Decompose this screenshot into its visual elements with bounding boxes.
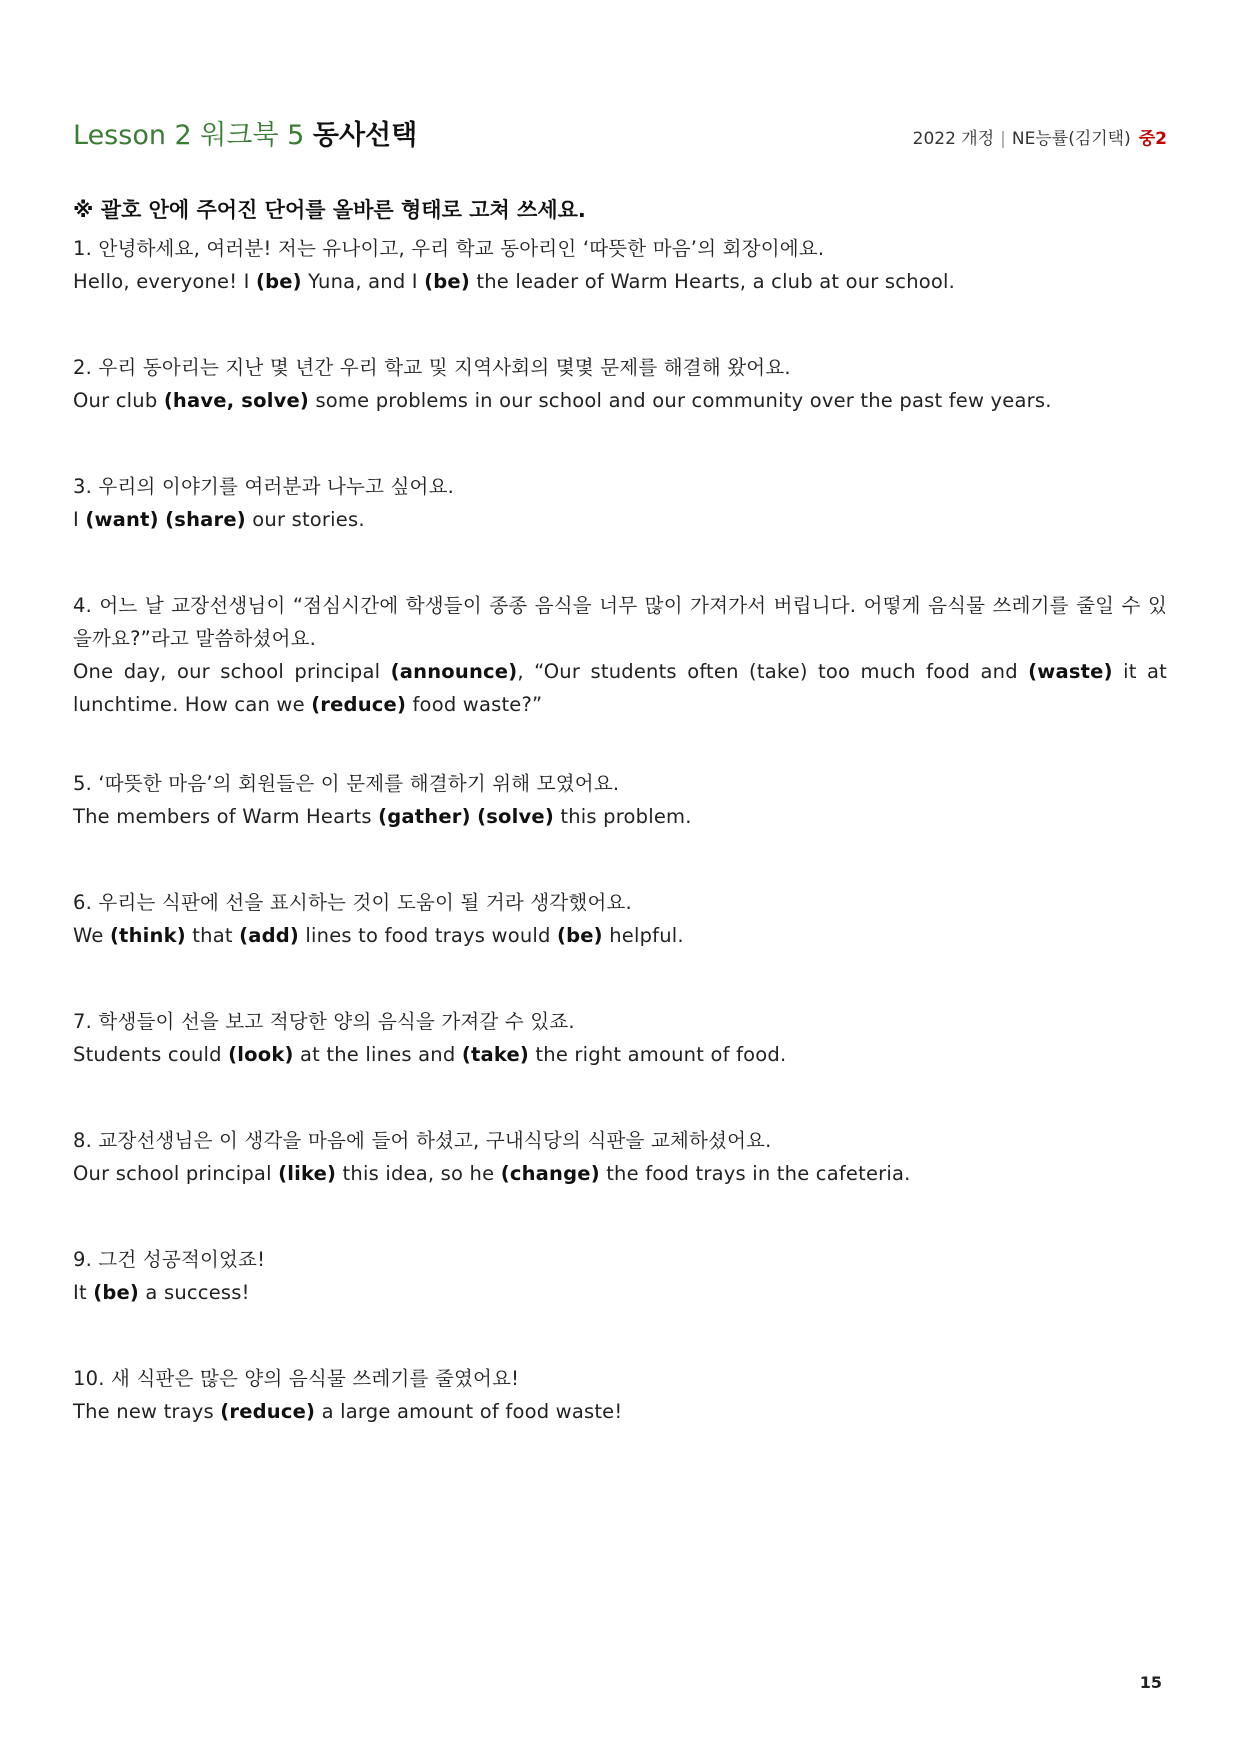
exercise-item-10 (73, 1362, 1167, 1428)
publisher-label: NE능률(김기택) (1011, 129, 1131, 149)
verb-prompt: (be) (255, 270, 302, 293)
verb-prompt: (gather) (378, 805, 471, 828)
exercise-item-2 (73, 351, 1167, 417)
korean-sentence: 8. 교장선생님은 이 생각을 마음에 들어 하셨고, 구내식당의 식판을 교체하셨어요. (73, 1129, 772, 1152)
exercise-item-6 (73, 886, 1167, 952)
verb-prompt: (add) (239, 924, 300, 947)
grade-label: 중2 (1138, 129, 1167, 149)
verb-prompt: (be) (93, 1281, 140, 1304)
verb-prompt: (reduce) (220, 1400, 316, 1423)
exercise-item-3 (73, 470, 1167, 536)
verb-prompt: (take) (461, 1043, 530, 1066)
english-sentence: Our school principal (like) this idea, so he (change) the food trays in the cafeteria. (73, 1162, 911, 1185)
page-header (73, 118, 1167, 158)
verb-prompt: (share) (165, 508, 246, 531)
separator: | (1000, 129, 1006, 149)
verb-prompt: (look) (228, 1043, 294, 1066)
exercise-item-5 (73, 767, 1167, 833)
exercise-item-9 (73, 1243, 1167, 1309)
verb-prompt: (waste) (1028, 660, 1113, 683)
korean-sentence: 2. 우리 동아리는 지난 몇 년간 우리 학교 및 지역사회의 몇몇 문제를 해결해 왔어요. (73, 356, 791, 379)
english-sentence: I (want) (share) our stories. (73, 508, 365, 531)
exercise-item-7 (73, 1005, 1167, 1071)
korean-sentence: 9. 그건 성공적이었죠! (73, 1248, 266, 1271)
verb-prompt: (be) (424, 270, 470, 293)
korean-sentence: 6. 우리는 식판에 선을 표시하는 것이 도움이 될 거라 생각했어요. (73, 891, 632, 914)
verb-prompt: (reduce) (311, 693, 407, 716)
verb-prompt: (like) (278, 1162, 337, 1185)
exercise-item-4 (73, 589, 1167, 721)
edition-label: 2022 개정 (912, 129, 995, 149)
korean-sentence: 7. 학생들이 선을 보고 적당한 양의 음식을 가져갈 수 있죠. (73, 1010, 575, 1033)
instruction-text: ※ 괄호 안에 주어진 단어를 올바른 형태로 고쳐 쓰세요. (73, 198, 586, 222)
lesson-label: Lesson 2 워크북 5 (73, 120, 305, 151)
page-title (73, 118, 417, 154)
verb-prompt: (want) (85, 508, 159, 531)
exercise-item-1 (73, 232, 1167, 298)
korean-sentence: 5. ‘따뜻한 마음’의 회원들은 이 문제를 해결하기 위해 모였어요. (73, 772, 620, 795)
topic-label: 동사선택 (312, 120, 418, 151)
korean-sentence: 1. 안녕하세요, 여러분! 저는 유나이고, 우리 학교 동아리인 ‘따뜻한 마음’의 회장이에요. (73, 237, 825, 260)
verb-prompt: (solve) (477, 805, 554, 828)
verb-prompt: (have, solve) (163, 389, 310, 412)
english-sentence: Students could (look) at the lines and (take) the right amount of food. (73, 1043, 787, 1066)
english-sentence: We (think) that (add) lines to food trays would (be) helpful. (73, 924, 684, 947)
book-info (913, 128, 1167, 150)
english-sentence: The new trays (reduce) a large amount of food waste! (73, 1400, 623, 1423)
page-number: 15 (1139, 1673, 1162, 1692)
exercise-item-8 (73, 1124, 1167, 1190)
verb-prompt: (change) (500, 1162, 600, 1185)
english-sentence: It (be) a success! (73, 1281, 250, 1304)
korean-sentence: 10. 새 식판은 많은 양의 음식물 쓰레기를 줄였어요! (73, 1367, 520, 1390)
english-sentence: The members of Warm Hearts (gather) (solve) this problem. (73, 805, 692, 828)
korean-sentence: 4. 어느 날 교장선생님이 “점심시간에 학생들이 종종 음식을 너무 많이 가져가서 버립니다. 어떻게 음식물 쓰레기를 줄일 수 있을까요?”라고 말씀하셨어요. (73, 594, 1167, 650)
korean-sentence: 3. 우리의 이야기를 여러분과 나누고 싶어요. (73, 475, 455, 498)
verb-prompt: (think) (109, 924, 186, 947)
english-sentence: Hello, everyone! I (be) Yuna, and I (be) the leader of Warm Hearts, a club at our school. (73, 270, 956, 293)
verb-prompt: (be) (556, 924, 603, 947)
english-sentence: One day, our school principal (announce), “Our students often (take) too much food and (waste) it at lunchtime. How can we (reduce) food waste?” (73, 660, 1167, 716)
verb-prompt: (announce) (390, 660, 518, 683)
english-sentence: Our club (have, solve) some problems in our school and our community over the past few years. (73, 389, 1052, 412)
